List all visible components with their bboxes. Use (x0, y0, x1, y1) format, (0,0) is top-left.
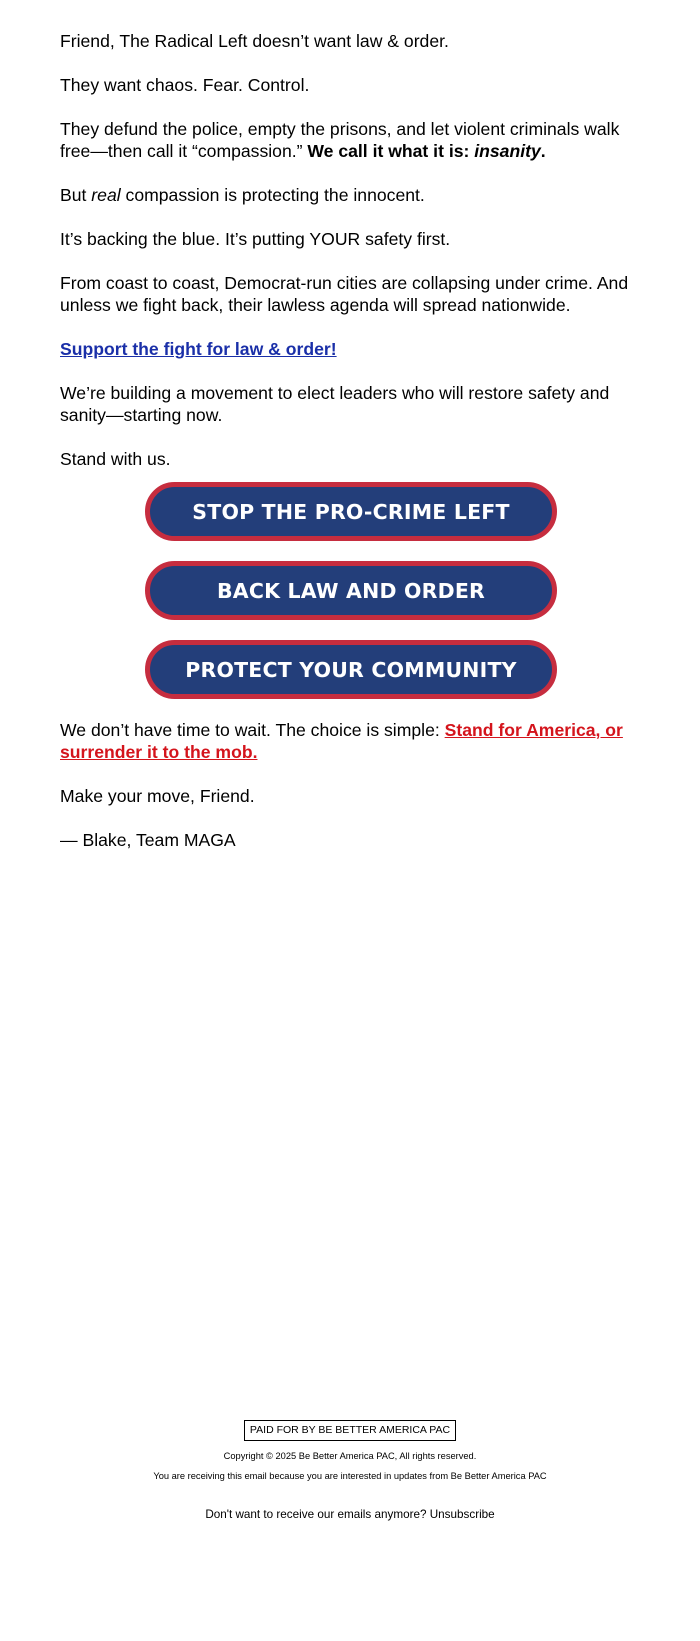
protect-your-community-button[interactable]: PROTECT YOUR COMMUNITY (145, 640, 557, 699)
subscription-reason-text: You are receiving this email because you are interested in updates from Be Better America PAC (153, 1471, 547, 1481)
paragraph-movement: We’re building a movement to elect leaders who will restore safety and sanity—starting now. (60, 383, 610, 425)
paragraph-defund-period: . (540, 141, 546, 161)
paragraph-choice-text: We don’t have time to wait. The choice is simple: (60, 720, 445, 740)
paragraph-defund-insanity: insanity (474, 141, 541, 161)
signature: — Blake, Team MAGA (60, 830, 236, 850)
paid-for-disclaimer: PAID FOR BY BE BETTER AMERICA PAC (244, 1420, 456, 1441)
paragraph-support-link (60, 338, 650, 360)
email-footer (0, 1420, 700, 1522)
paragraph-compassion-italic: real (91, 185, 121, 205)
paragraph-defund-text: They defund the police, empty the prisons, and let violent criminals walk free—then call it “compassion.” (60, 119, 620, 161)
paragraph-defund (60, 118, 650, 162)
paragraph-choice (60, 719, 650, 763)
paragraph-compassion (60, 184, 650, 206)
cta-buttons (60, 482, 650, 699)
paragraph-stand-with-us: Stand with us. (60, 449, 171, 469)
paragraph-defund-bold (307, 141, 545, 161)
unsubscribe-prompt: Don't want to receive our emails anymore? (205, 1508, 430, 1521)
paragraph-chaos: They want chaos. Fear. Control. (60, 75, 310, 95)
paragraph-backing-blue: It’s backing the blue. It’s putting YOUR safety first. (60, 229, 451, 249)
email-body (60, 30, 650, 851)
support-fight-link[interactable]: Support the fight for law & order! (60, 339, 337, 359)
paragraph-compassion-post: compassion is protecting the innocent. (120, 185, 425, 205)
paragraph-defund-bold-text: We call it what it is: (307, 141, 475, 161)
paragraph-compassion-pre: But (60, 185, 92, 205)
unsubscribe-link[interactable]: Unsubscribe (429, 1508, 495, 1521)
unsubscribe-line (0, 1508, 700, 1522)
stop-pro-crime-left-button[interactable]: STOP THE PRO-CRIME LEFT (145, 482, 557, 541)
paragraph-cities: From coast to coast, Democrat-run cities are collapsing under crime. And unless we fight back, their lawless agenda will spread nationwide. (60, 273, 629, 315)
copyright-text: Copyright © 2025 Be Better America PAC, All rights reserved. (223, 1451, 477, 1461)
stand-for-america-link[interactable]: Stand for America, or surrender it to the mob. (60, 720, 623, 762)
back-law-and-order-button[interactable]: BACK LAW AND ORDER (145, 561, 557, 620)
paragraph-make-your-move: Make your move, Friend. (60, 786, 255, 806)
greeting-paragraph: Friend, The Radical Left doesn’t want law & order. (60, 31, 449, 51)
